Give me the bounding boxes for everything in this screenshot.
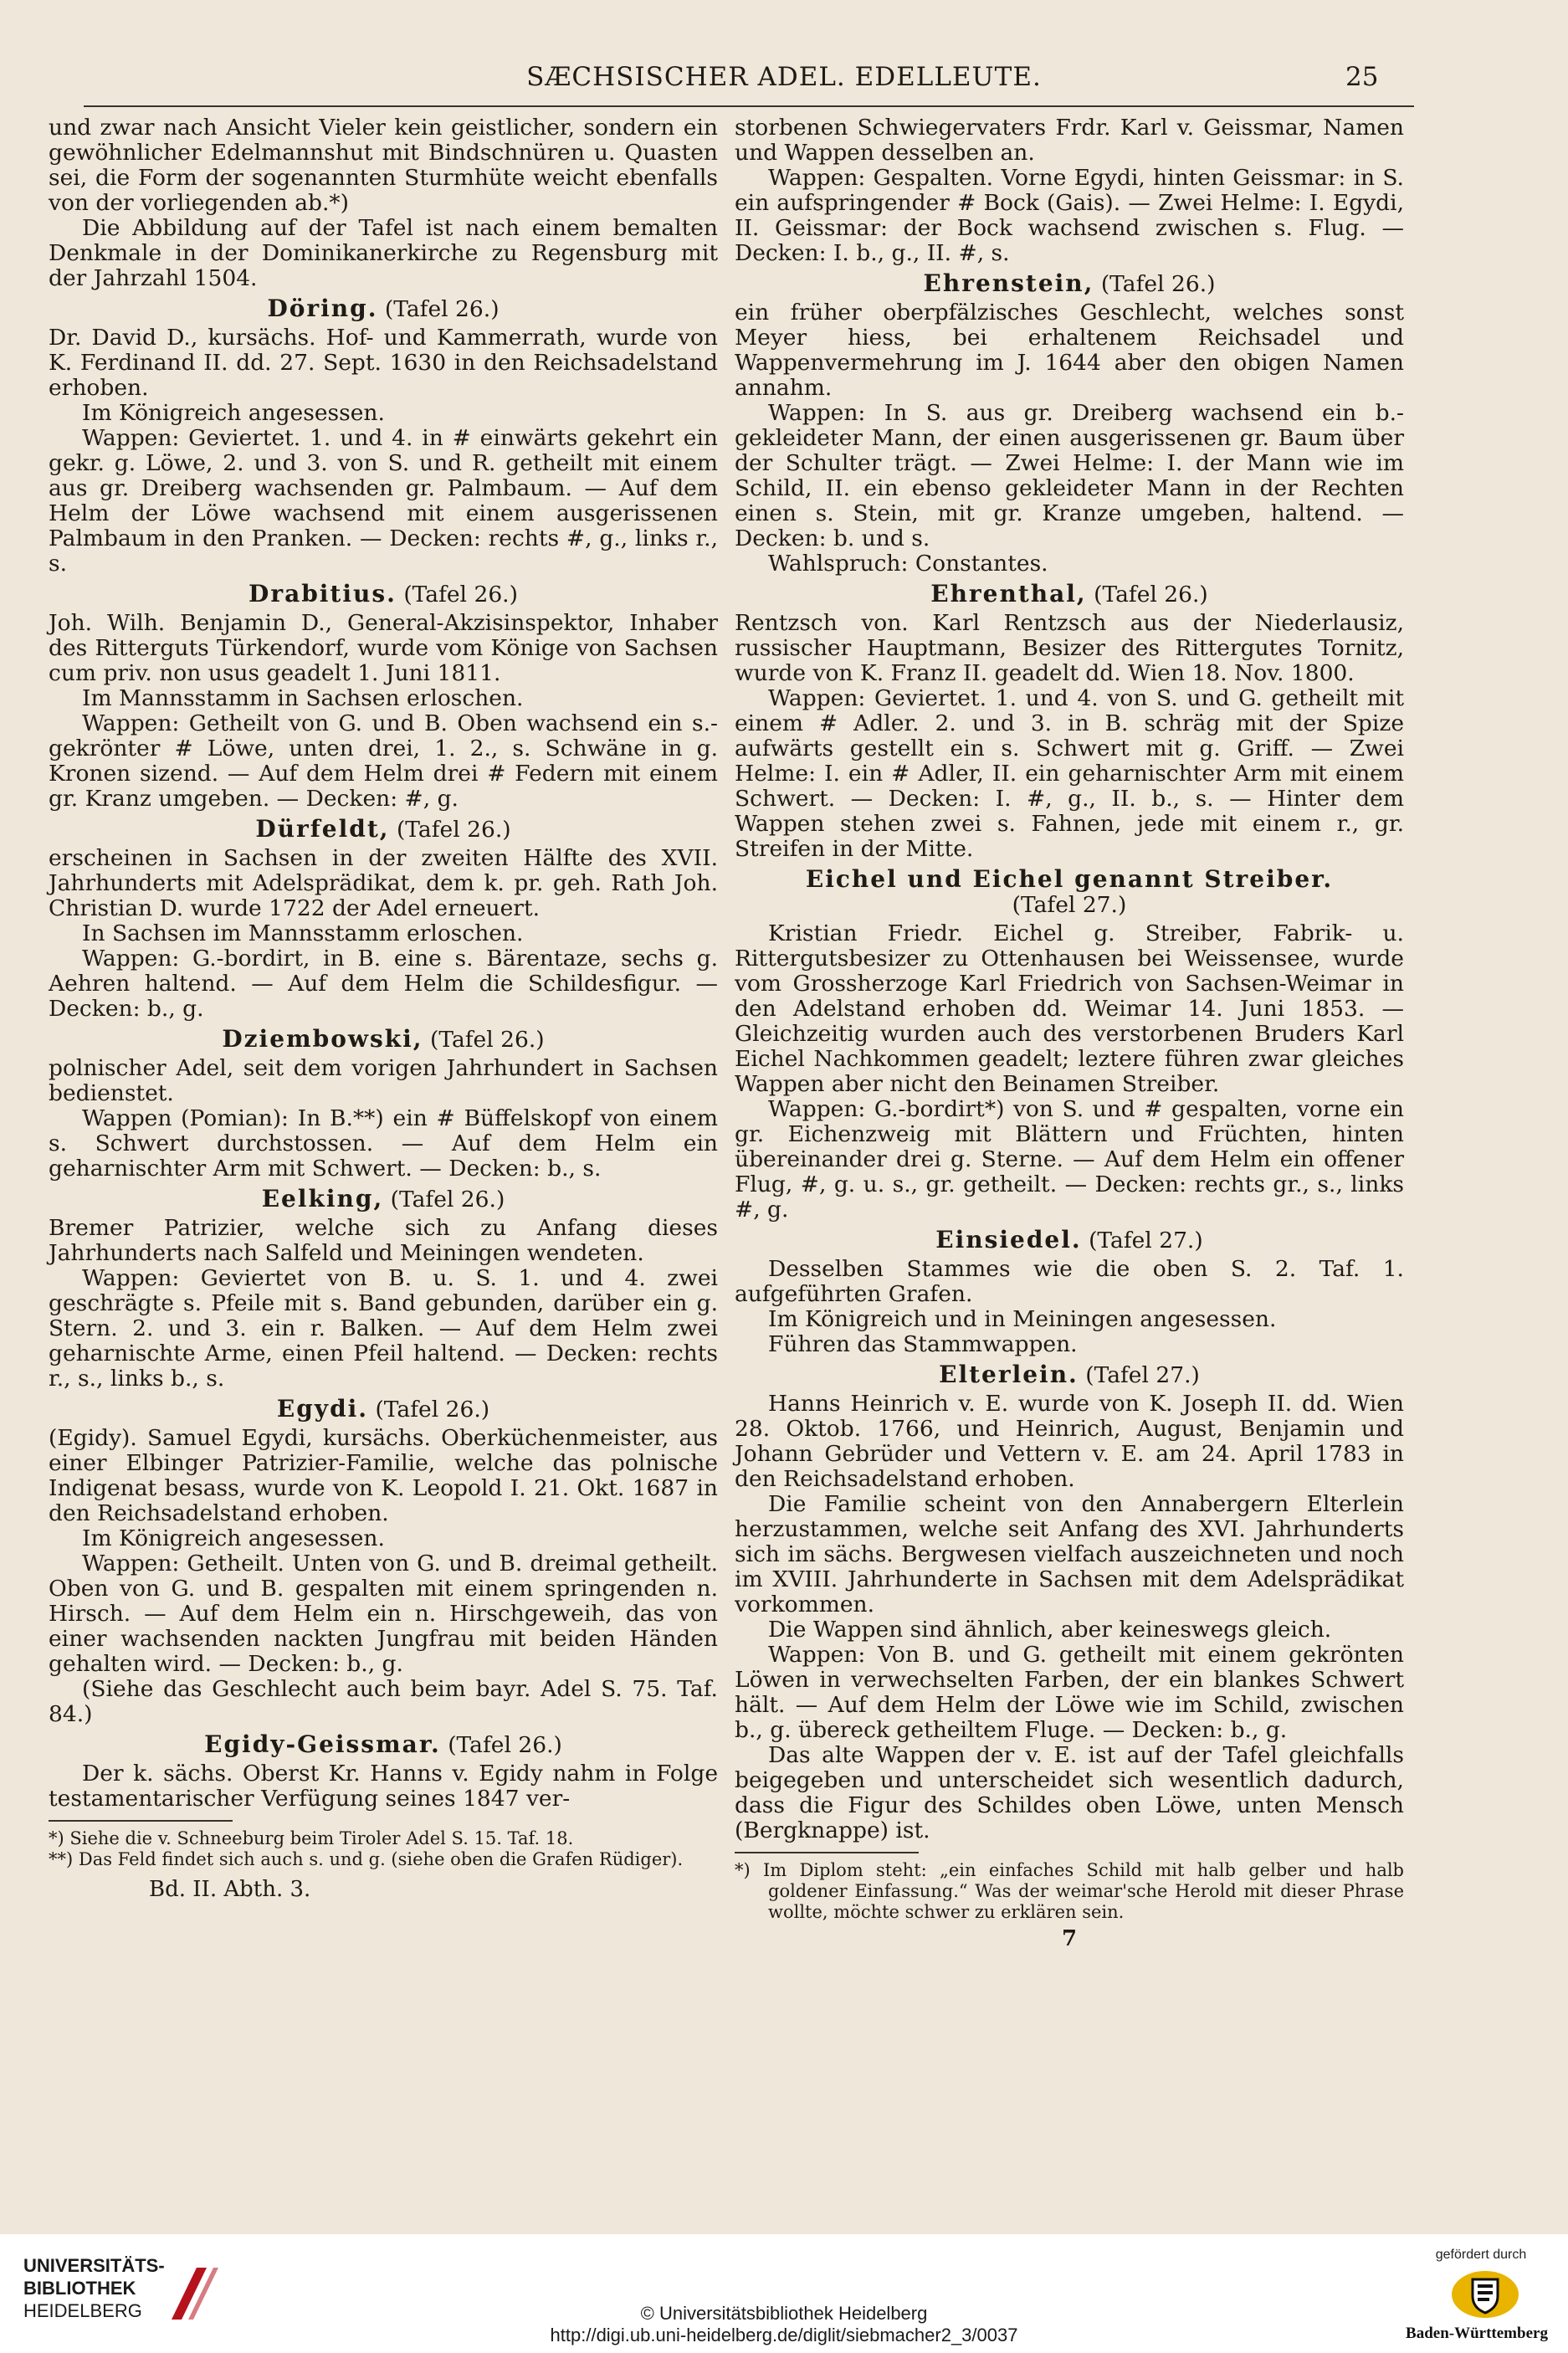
entry-tafel: (Tafel 27.)	[1089, 1228, 1203, 1253]
paragraph: und zwar nach Ansicht Vieler kein geistlicher, sondern ein gewöhnlicher Edelmannshut mit Bindschnüren u. Quasten sei, die Form der sogenannten Sturmhüte weicht ebenfalls von der vorliegenden ab.*)	[49, 115, 718, 216]
page-number: 25	[1345, 62, 1379, 92]
entry-heading	[49, 582, 718, 607]
entry-name: Dürfeldt,	[255, 815, 390, 843]
entry-heading	[735, 1228, 1404, 1253]
paragraph: Wappen: Gespalten. Vorne Egydi, hinten Geissmar: in S. ein aufspringender # Bock (Gais). — Zwei Helme: I. Egydi, II. Geissmar: der Bock wachsend zwischen s. Flug. — Decken: I. b., g., II. #, s.	[735, 165, 1404, 266]
paragraph: Im Königreich angesessen.	[82, 1525, 385, 1551]
entry-name: Ehrenthal,	[930, 580, 1087, 607]
paragraph: Joh. Wilh. Benjamin D., General-Akzisinspektor, Inhaber des Ritterguts Türkendorf, wurde vom Könige von Sachsen cum priv. non usus geadelt 1. Juni 1811.	[49, 610, 718, 686]
right-column	[735, 115, 1404, 1951]
paragraph: In Sachsen im Mannsstamm erloschen.	[82, 920, 524, 946]
entry-tafel: (Tafel 26.)	[1094, 582, 1208, 607]
entry-heading	[735, 867, 1404, 918]
paragraph: Kristian Friedr. Eichel g. Streiber, Fabrik- u. Rittergutsbesizer zu Ottenhausen bei Weissensee, wurde vom Grossherzoge Karl Friedrich von Sachsen-Weimar in den Adelstand erhoben dd. Weimar 14. Juni 1853. — Gleichzeitig wurden auch des verstorbenen Bruders Karl Eichel Nachkommen geadelt; leztere führen zwar gleiches Wappen aber nicht den Beinamen Streiber.	[735, 920, 1404, 1097]
entry-name: Ehrenstein,	[923, 269, 1094, 297]
paragraph: Die Familie scheint von den Annabergern Elterlein herzustammen, welche seit Anfang des XVI. Jahrhunderts sich im sächs. Bergwesen vielfach auszeichneten und noch im XVIII. Jahrhunderte in Sachsen mit dem Adelsprädikat vorkommen.	[735, 1491, 1404, 1617]
entry-heading	[49, 1027, 718, 1053]
paragraph: Wappen: In S. aus gr. Dreiberg wachsend ein b.-gekleideter Mann, der einen ausgerissenen gr. Baum über der Schulter trägt. — Zwei Helme: I. der Mann wie im Schild, II. ein ebenso gekleideter Mann in der Rechten einen s. Stein, mit gr. Kranze umgeben, haltend. — Decken: b. und s.	[735, 400, 1404, 551]
signature-mark: 7	[1061, 1926, 1078, 1951]
entry-name: Drabitius.	[249, 580, 397, 607]
paragraph: (Siehe das Geschlecht auch beim bayr. Adel S. 75. Taf. 84.)	[49, 1676, 718, 1727]
copyright-text: © Universitätsbibliothek Heidelberg	[640, 2303, 928, 2324]
entry-heading	[49, 296, 718, 322]
paragraph: polnischer Adel, seit dem vorigen Jahrhundert in Sachsen bedienstet.	[49, 1055, 718, 1106]
paragraph: ein früher oberpfälzisches Geschlecht, welches sonst Meyer hiess, bei erhaltenem Reichsadel und Wappenvermehrung im J. 1644 aber den obigen Namen annahm.	[735, 300, 1404, 401]
entry-heading	[49, 817, 718, 843]
paragraph: Wappen (Pomian): In B.**) ein # Büffelskopf von einem s. Schwert durchstossen. — Auf dem Helm ein geharnischter Arm mit Schwert. — Decken: b., s.	[49, 1105, 718, 1182]
sponsor-label: gefördert durch	[1435, 2248, 1527, 2262]
paragraph: Wappen: Geviertet von B. u. S. 1. und 4. zwei geschrägte s. Pfeile mit s. Band gebunden, darüber ein g. Stern. 2. und 3. ein r. Balken. — Auf dem Helm zwei geharnischte Arme, einen Pfeil haltend. — Decken: rechts r., s., links b., s.	[49, 1265, 718, 1392]
paragraph: Wappen: Getheilt. Unten von G. und B. dreimal getheilt. Oben von G. und B. gespalten mit einem springenden n. Hirsch. — Auf dem Helm ein n. Hirschgeweih, das von einer wachsenden nackten Jungfrau mit beiden Händen gehalten wird. — Decken: b., g.	[49, 1551, 718, 1677]
entry-tafel: (Tafel 26.)	[403, 582, 518, 607]
entry-heading	[49, 1732, 718, 1758]
entry-heading	[735, 582, 1404, 607]
paragraph: Im Mannsstamm in Sachsen erloschen.	[82, 685, 524, 711]
paragraph: storbenen Schwiegervaters Frdr. Karl v. Geissmar, Namen und Wappen desselben an.	[735, 115, 1404, 166]
entry-name: Eelking,	[261, 1185, 384, 1212]
entry-tafel: (Tafel 27.)	[1085, 1362, 1200, 1388]
entry-heading	[49, 1187, 718, 1212]
paragraph: Führen das Stammwappen.	[768, 1331, 1078, 1357]
paragraph: Wappen: G.-bordirt, in B. eine s. Bärentaze, sechs g. Aehren haltend. — Auf dem Helm die Schildesfigur. — Decken: b., g.	[49, 946, 718, 1022]
library-name-line: HEIDELBERG	[23, 2300, 142, 2321]
signature-mark: Bd. II. Abth. 3.	[149, 1877, 311, 1902]
entry-tafel: (Tafel 26.)	[396, 817, 511, 843]
entry-name: Eichel und Eichel genannt Streiber.	[805, 865, 1334, 893]
entry-name: Dziembowski,	[222, 1025, 423, 1053]
entry-name: Egydi.	[276, 1395, 369, 1423]
left-column	[49, 115, 718, 1902]
entry-name: Egidy-Geissmar.	[204, 1730, 441, 1758]
paragraph: Wappen: Von B. und G. getheilt mit einem gekrönten Löwen in verwechselten Farben, der ein blankes Schwert hält. — Auf dem Helm der Löwe wie im Schild, zwischen b., g. übereck getheiltem Fluge. — Decken: b., g.	[735, 1642, 1404, 1743]
paragraph: Wappen: Getheilt von G. und B. Oben wachsend ein s.-gekrönter # Löwe, unten drei, 1. 2., s. Schwäne in g. Kronen sizend. — Auf dem Helm drei # Federn mit einem gr. Kranz umgeben. — Decken: #, g.	[49, 710, 718, 812]
entry-tafel: (Tafel 26.)	[390, 1187, 505, 1212]
paragraph: Rentzsch von. Karl Rentzsch aus der Niederlausiz, russischer Hauptmann, Besizer des Rittergutes Tornitz, wurde von K. Franz II. geadelt dd. Wien 18. Nov. 1800.	[735, 610, 1404, 686]
paragraph: Im Königreich und in Meiningen angesessen.	[768, 1306, 1277, 1332]
paragraph: (Egidy). Samuel Egydi, kursächs. Oberküchenmeister, aus einer Elbinger Patrizier-Familie, welche das polnische Indigenat besass, wurde von K. Leopold I. 21. Okt. 1687 in den Reichsadelstand erhoben.	[49, 1425, 718, 1526]
paragraph: Dr. David D., kursächs. Hof- und Kammerrath, wurde von K. Ferdinand II. dd. 27. Sept. 1630 in den Reichsadelstand erhoben.	[49, 325, 718, 401]
paragraph: Der k. sächs. Oberst Kr. Hanns v. Egidy nahm in Folge testamentarischer Verfügung seines 1847 ver-	[49, 1761, 718, 1812]
paragraph: Die Wappen sind ähnlich, aber keineswegs gleich.	[768, 1617, 1332, 1643]
paragraph: Wappen: Geviertet. 1. und 4. von S. und G. getheilt mit einem # Adler. 2. und 3. in B. schräg mit der Spize aufwärts gestellt ein s. Schwert mit g. Griff. — Zwei Helme: I. ein # Adler, II. ein geharnischter Arm mit einem Schwert. — Decken: I. #, g., II. b., s. — Hinter dem Wappen stehen zwei s. Fahnen, jede mit einem r., gr. Streifen in der Mitte.	[735, 685, 1404, 862]
entry-tafel: (Tafel 27.)	[1012, 892, 1127, 918]
copyright-block	[0, 2303, 1568, 2346]
entry-tafel: (Tafel 26.)	[448, 1732, 562, 1758]
entry-heading	[49, 1397, 718, 1423]
footnote: *) Im Diplom steht: „ein einfaches Schild mit halb gelber und halb goldener Einfassung.“ Was der weimar'sche Herold mit dieser Phrase wollte, möchte schwer zu erklären sein.	[735, 1860, 1404, 1922]
paragraph: Im Königreich angesessen.	[82, 400, 385, 426]
footnote: *) Siehe die v. Schneeburg beim Tiroler Adel S. 15. Taf. 18.	[49, 1828, 574, 1848]
source-url-link[interactable]: http://digi.ub.uni-heidelberg.de/diglit/siebmacher2_3/0037	[550, 2325, 1018, 2345]
entry-tafel: (Tafel 26.)	[375, 1397, 490, 1423]
entry-tafel: (Tafel 26.)	[429, 1027, 545, 1053]
paragraph: Wappen: G.-bordirt*) von S. und # gespalten, vorne ein gr. Eichenzweig mit Blättern und Früchten, hinten übereinander drei g. Sterne. — Auf dem Helm ein offener Flug, #, g. u. s., gr. getheilt. — Decken: rechts gr., s., links #, g.	[735, 1096, 1404, 1223]
baden-wuerttemberg-crest-icon	[1448, 2268, 1523, 2321]
sponsor-name: Baden-Württemberg	[1406, 2325, 1548, 2342]
entry-tafel: (Tafel 26.)	[1100, 271, 1216, 297]
entry-name: Elterlein.	[939, 1361, 1079, 1388]
library-name-line: UNIVERSITÄTS-	[23, 2255, 165, 2276]
paragraph: Wappen: Geviertet. 1. und 4. in # einwärts gekehrt ein gekr. g. Löwe, 2. und 3. von S. und R. getheilt mit einem aus gr. Dreiberg wachsenden gr. Palmbaum. — Auf dem Helm der Löwe wachsend mit einem ausgerissenen Palmbaum in den Pranken. — Decken: rechts #, g., links r., s.	[49, 425, 718, 577]
entry-name: Döring.	[267, 295, 378, 322]
footnote-rule	[735, 1852, 919, 1853]
paragraph: Hanns Heinrich v. E. wurde von K. Joseph II. dd. Wien 28. Oktob. 1766, und Heinrich, August, Benjamin und Johann Gebrüder und Vettern v. E. am 24. April 1783 in den Reichsadelstand erhoben.	[735, 1391, 1404, 1492]
footnote-rule	[49, 1820, 233, 1822]
header-rule	[84, 105, 1414, 107]
footnote: **) Das Feld findet sich auch s. und g. (siehe oben die Grafen Rüdiger).	[49, 1849, 684, 1869]
entry-tafel: (Tafel 26.)	[384, 296, 500, 322]
running-title: SÆCHSISCHER ADEL. EDELLEUTE.	[526, 62, 1042, 92]
paragraph: Desselben Stammes wie die oben S. 2. Taf. 1. aufgeführten Grafen.	[735, 1256, 1404, 1307]
entry-name: Einsiedel.	[935, 1226, 1082, 1253]
entry-heading	[735, 1362, 1404, 1388]
paragraph: Das alte Wappen der v. E. ist auf der Tafel gleichfalls beigegeben und unterscheidet sich wesentlich dadurch, dass die Figur des Schildes oben Löwe, unten Mensch (Bergknappe) ist.	[735, 1742, 1404, 1843]
entry-heading	[735, 271, 1404, 297]
paragraph: Bremer Patrizier, welche sich zu Anfang dieses Jahrhunderts nach Salfeld und Meiningen wendeten.	[49, 1215, 718, 1266]
paragraph: Wahlspruch: Constantes.	[768, 551, 1048, 577]
library-name-line: BIBLIOTHEK	[23, 2278, 136, 2299]
paragraph: erscheinen in Sachsen in der zweiten Hälfte des XVII. Jahrhunderts mit Adelsprädikat, dem k. pr. geh. Rath Joh. Christian D. wurde 1722 der Adel erneuert.	[49, 845, 718, 921]
paragraph: Die Abbildung auf der Tafel ist nach einem bemalten Denkmale in der Dominikanerkirche zu Regensburg mit der Jahrzahl 1504.	[49, 215, 718, 291]
